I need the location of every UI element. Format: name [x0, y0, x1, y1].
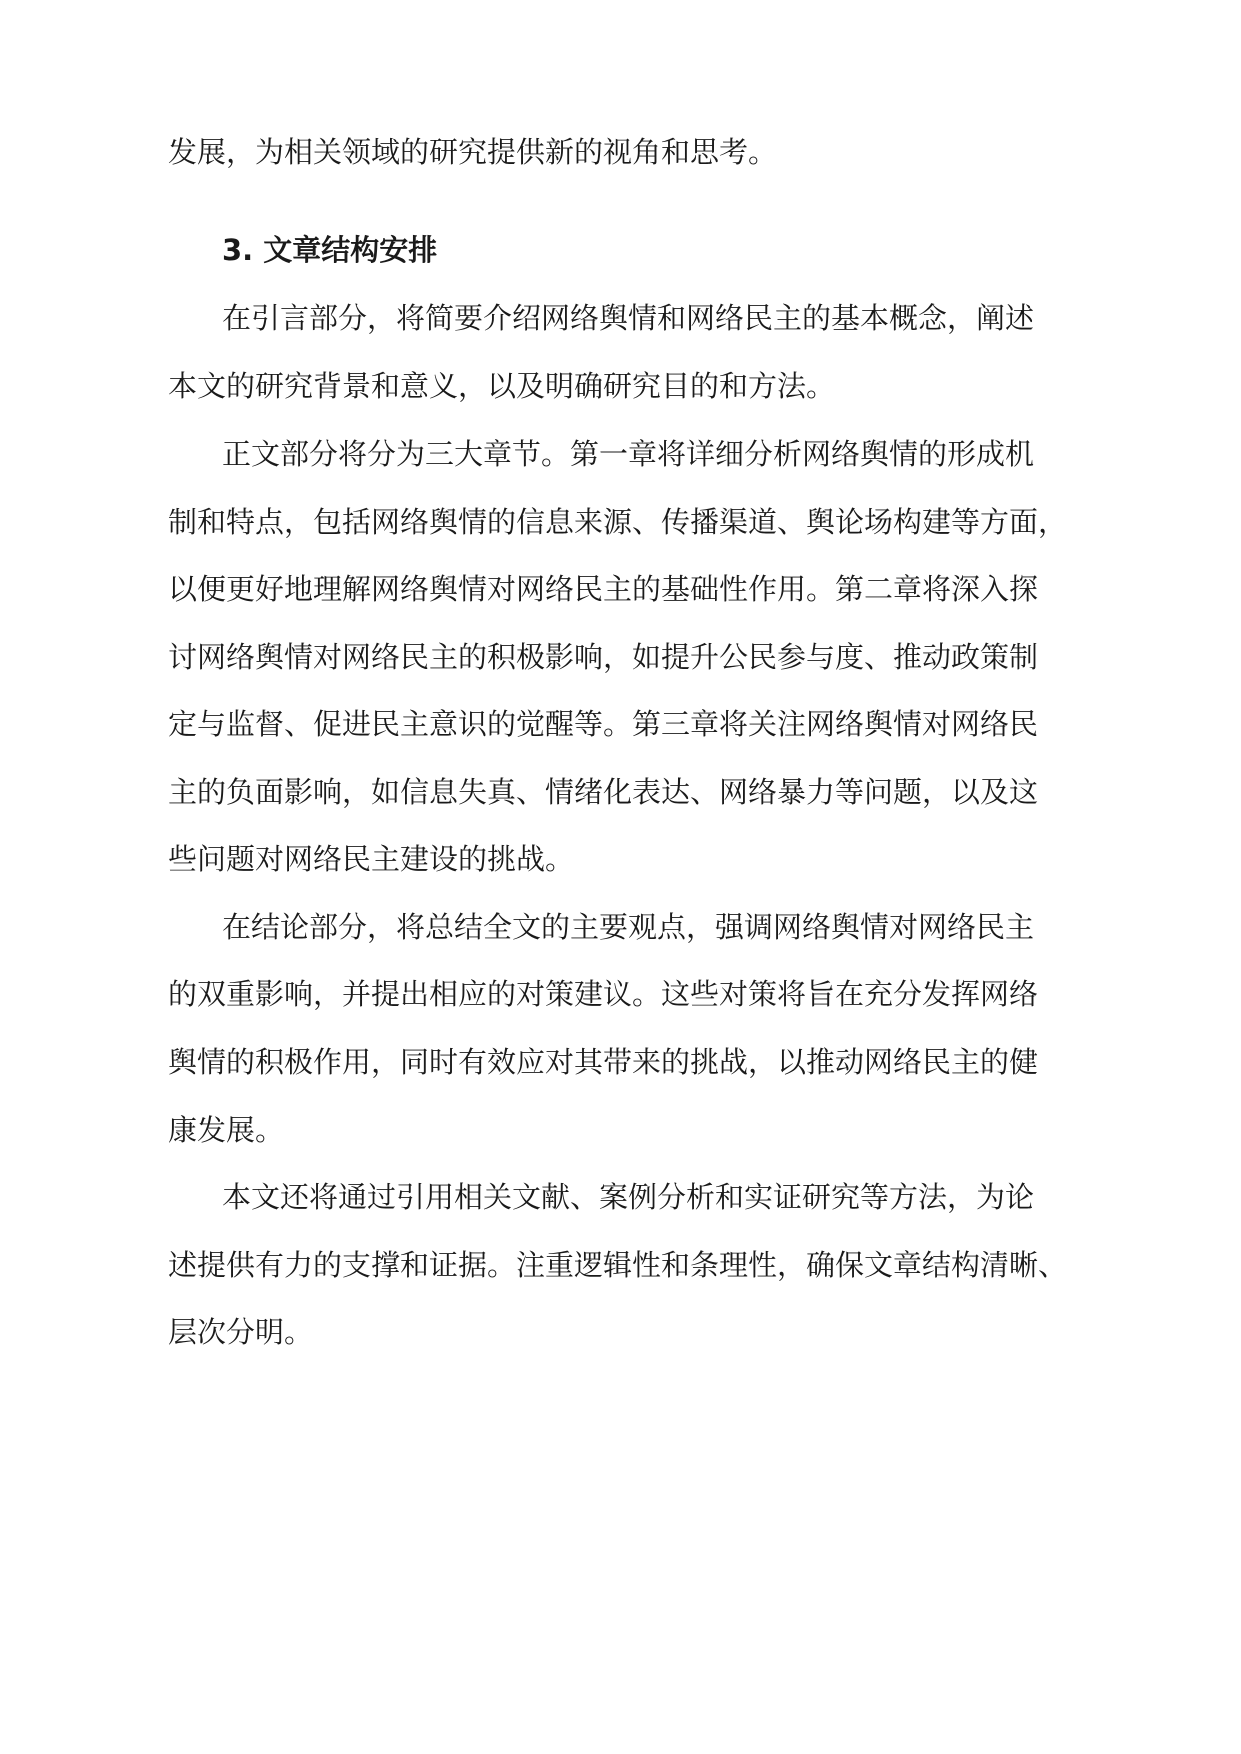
paragraph-line: 在引言部分，将简要介绍网络舆情和网络民主的基本概念，阐述 [222, 301, 1035, 335]
paragraph-line: 在结论部分，将总结全文的主要观点，强调网络舆情对网络民主 [222, 910, 1035, 944]
paragraph-line: 制和特点，包括网络舆情的信息来源、传播渠道、舆论场构建等方面， [168, 505, 1068, 539]
paragraph-line: 层次分明。 [168, 1315, 314, 1349]
paragraph-line: 些问题对网络民主建设的挑战。 [168, 842, 575, 876]
paragraph-line: 主的负面影响，如信息失真、情绪化表达、网络暴力等问题，以及这 [168, 775, 1039, 809]
paragraph-line: 发展，为相关领域的研究提供新的视角和思考。 [168, 135, 778, 169]
paragraph-line: 以便更好地理解网络舆情对网络民主的基础性作用。第二章将深入探 [168, 572, 1039, 606]
paragraph-line: 舆情的积极作用，同时有效应对其带来的挑战，以推动网络民主的健 [168, 1045, 1039, 1079]
paragraph-line: 的双重影响，并提出相应的对策建议。这些对策将旨在充分发挥网络 [168, 977, 1039, 1011]
section-heading: 3. 文章结构安排 [222, 233, 438, 267]
paragraph-line: 本文的研究背景和意义，以及明确研究目的和方法。 [168, 369, 836, 403]
paragraph-line: 康发展。 [168, 1113, 285, 1147]
paragraph-line: 定与监督、促进民主意识的觉醒等。第三章将关注网络舆情对网络民 [168, 707, 1039, 741]
paragraph-line: 述提供有力的支撑和证据。注重逻辑性和条理性，确保文章结构清晰、 [168, 1248, 1068, 1282]
paragraph-line: 讨网络舆情对网络民主的积极影响，如提升公民参与度、推动政策制 [168, 640, 1039, 674]
paragraph-line: 正文部分将分为三大章节。第一章将详细分析网络舆情的形成机 [222, 437, 1035, 471]
paragraph-line: 本文还将通过引用相关文献、案例分析和实证研究等方法，为论 [222, 1180, 1035, 1214]
